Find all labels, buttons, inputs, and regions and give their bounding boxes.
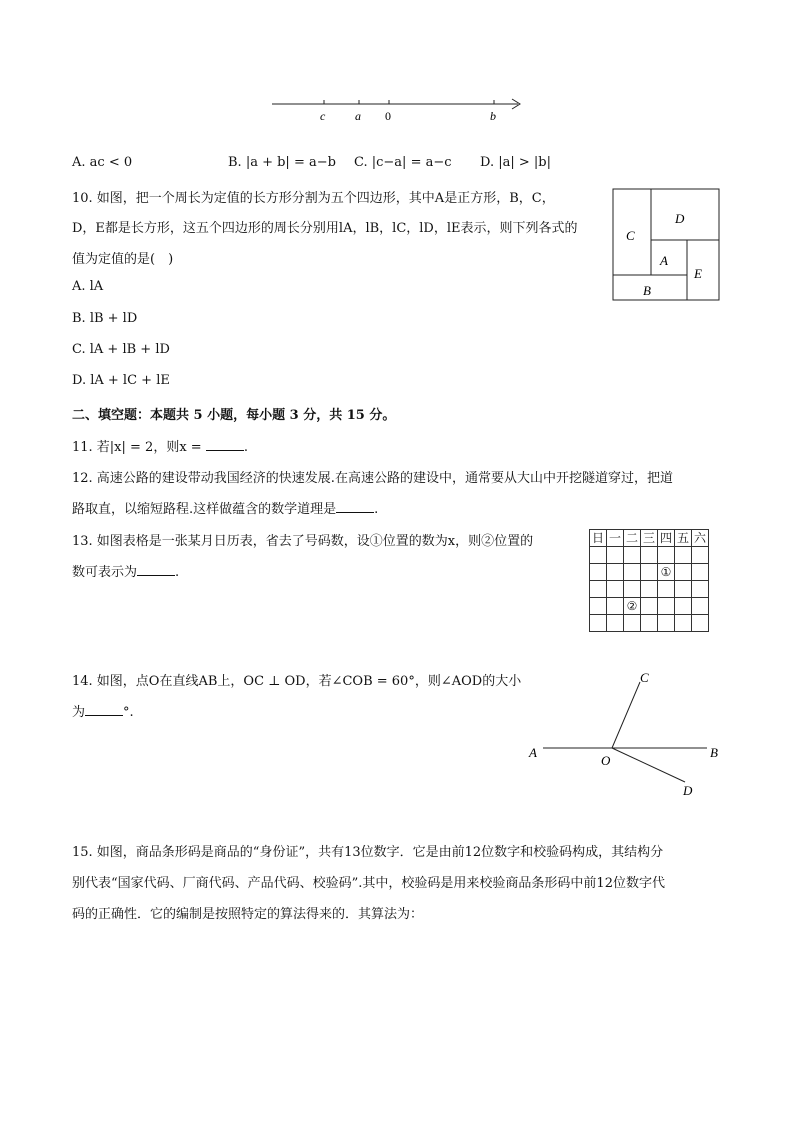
q10-stem-line1: 10. 如图，把一个周长为定值的长方形分割为五个四边形，其中A是正方形，B，C， (72, 191, 555, 206)
number-line-label-b: b (490, 109, 496, 123)
q10-option-a[interactable]: A. lA (72, 279, 104, 294)
figure-label-b: B (643, 283, 651, 298)
q10-option-c[interactable]: C. lA + lB + lD (72, 342, 170, 357)
angle-label-d: D (683, 783, 693, 798)
calendar-mark-1: ① (658, 564, 675, 581)
q11-text-end: . (243, 440, 248, 455)
calendar-header-mon: 一 (607, 530, 624, 547)
q13-text: 数可表示为 (72, 565, 138, 580)
q10-option-d[interactable]: D. lA + lC + lE (72, 373, 170, 388)
number-line-label-0: 0 (385, 109, 391, 123)
q9-option-c[interactable]: C. |c−a| = a−c (354, 155, 452, 170)
rectangle-partition-figure (612, 188, 722, 302)
calendar-row (590, 547, 709, 564)
calendar-row (590, 564, 709, 581)
figure-label-a: A (660, 253, 668, 268)
q10-stem-line2: D，E都是长方形，这五个四边形的周长分别用lA，lB，lC，lD，lE表示，则下列各式的 (72, 221, 578, 236)
calendar-header-sun: 日 (590, 530, 607, 547)
q15-line3: 码的正确性．它的编制是按照特定的算法得来的．其算法为： (72, 907, 424, 922)
q13-line2 (72, 561, 179, 580)
q12-line2 (72, 498, 378, 517)
q15-line2: 别代表“国家代码、厂商代码、产品代码、校验码”.其中，校验码是用来校验商品条形码中前12位数字代 (72, 876, 665, 891)
q12-line1: 12. 高速公路的建设带动我国经济的快速发展.在高速公路的建设中，通常要从大山中开挖隧道穿过，把道 (72, 471, 673, 486)
q9-option-a[interactable]: A. ac < 0 (72, 155, 133, 170)
q9-option-b[interactable]: B. |a + b| = a−b (228, 155, 336, 170)
figure-label-e: E (694, 266, 702, 281)
number-line-label-c: c (320, 109, 326, 123)
q10-option-b[interactable]: B. lB + lD (72, 311, 138, 326)
calendar-header-wed: 三 (641, 530, 658, 547)
q11-text: 11. 若|x| = 2，则x = (72, 440, 206, 455)
q15-line1: 15. 如图，商品条形码是商品的“身份证”，共有13位数字．它是由前12位数字和校验码构成，其结构分 (72, 845, 664, 860)
figure-label-c: C (626, 228, 635, 243)
q14-answer-blank[interactable] (85, 703, 123, 716)
figure-label-d: D (675, 211, 685, 226)
angle-figure (525, 668, 725, 800)
q13-text-end: . (175, 565, 180, 580)
number-line-figure (268, 92, 528, 124)
q14-line1: 14. 如图，点O在直线AB上，OC ⊥ OD，若∠COB = 60°，则∠AOD的大小 (72, 674, 522, 689)
calendar-row (590, 615, 709, 632)
calendar-row (590, 581, 709, 598)
calendar-table (589, 529, 709, 632)
q12-text: 路取直，以缩短路程.这样做蕴含的数学道理是 (72, 502, 337, 517)
q11 (72, 436, 248, 455)
q12-answer-blank[interactable] (336, 500, 374, 513)
calendar-mark-2: ② (624, 598, 641, 615)
calendar-header-sat: 六 (692, 530, 709, 547)
section-2-header: 二、填空题：本题共 5 小题，每小题 3 分，共 15 分。 (72, 408, 396, 423)
calendar-header-row (590, 530, 709, 547)
angle-label-c: C (640, 670, 649, 685)
q10-stem-line3: 值为定值的是( ) (72, 252, 174, 267)
calendar-header-fri: 五 (675, 530, 692, 547)
angle-label-a: A (529, 745, 537, 760)
angle-label-o: O (601, 753, 611, 768)
q14-text-end: °. (123, 705, 134, 720)
q9-option-d[interactable]: D. |a| > |b| (480, 155, 551, 170)
calendar-row (590, 598, 709, 615)
q13-answer-blank[interactable] (137, 563, 175, 576)
q12-text-end: . (374, 502, 379, 517)
q14-text: 为 (72, 705, 86, 720)
calendar-header-tue: 二 (624, 530, 641, 547)
q14-line2 (72, 701, 134, 720)
angle-label-b: B (710, 745, 718, 760)
q11-answer-blank[interactable] (206, 438, 244, 451)
q13-line1: 13. 如图表格是一张某月日历表，省去了号码数，设①位置的数为x，则②位置的 (72, 534, 534, 549)
calendar-header-thu: 四 (658, 530, 675, 547)
number-line-label-a: a (355, 109, 361, 123)
